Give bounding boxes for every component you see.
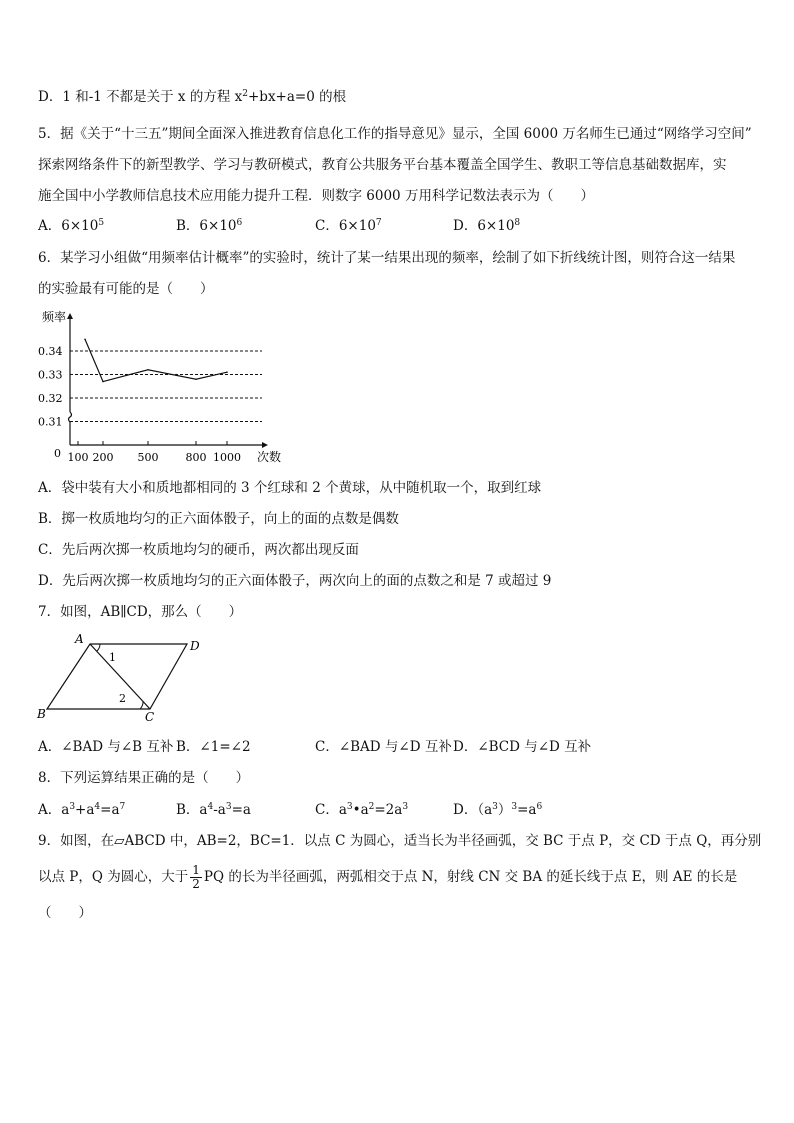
q7-stem: 7．如图，AB∥CD，那么（ ） xyxy=(38,604,243,620)
y-axis-break xyxy=(69,412,72,422)
fraction-one-half: $\frac{1}{2}$ xyxy=(192,863,200,891)
x-tick-label-200: 200 xyxy=(92,451,114,464)
q9-stem-line1: 9．如图，在▱ABCD 中，AB=2，BC=1．以点 C 为圆心，适当长为半径画弧，交 BC 于点 P，交 CD 于点 Q，再分别 xyxy=(38,833,762,849)
y-tick-label-0.31: 0.31 xyxy=(38,415,63,429)
label-angle-1: 1 xyxy=(109,651,116,664)
q5-option-c: C．$6\times 10^7$ xyxy=(315,218,382,234)
q7-option-d: D．∠BCD 与∠D 互补 xyxy=(453,739,592,755)
y-tick-label-0.32: 0.32 xyxy=(38,392,63,405)
q7-option-a: A．∠BAD 与∠B 互补 xyxy=(38,739,174,755)
q8-option-a: A．$a^3+a^4=a^7$ xyxy=(38,802,126,818)
q8-option-d: D．$(a^3)^3=a^6$ xyxy=(453,802,543,818)
frequency-series-line xyxy=(85,339,227,381)
q5-option-a: A．$6\times 10^5$ xyxy=(38,218,105,234)
y-axis-label: 频率 xyxy=(42,310,67,324)
q9-stem-line3: （ ） xyxy=(38,905,92,921)
q7-option-b: B．∠1=∠2 xyxy=(176,739,251,755)
parallelogram-figure xyxy=(35,632,215,724)
data-point-100 xyxy=(84,338,86,340)
y-tick-label-0.34: 0.34 xyxy=(38,345,63,358)
q6-stem-line2: 的实验最有可能的是（ ） xyxy=(38,281,214,297)
q5-option-b: B．$6\times 10^6$ xyxy=(176,218,243,234)
q4-option-d: D．1 和-1 不都是关于 x 的方程 $x^2+bx+a=0$ 的根 xyxy=(38,89,347,105)
data-point-1000 xyxy=(226,371,228,373)
x-axis-arrow xyxy=(262,442,268,448)
label-b: B xyxy=(37,707,46,721)
q7-option-c: C．∠BAD 与∠D 互补 xyxy=(315,739,452,755)
parallelogram-abcd xyxy=(47,644,187,709)
y-tick-label-0.33: 0.33 xyxy=(38,368,63,382)
q8-option-b: B．$a^4-a^3=a$ xyxy=(176,802,251,818)
data-point-500 xyxy=(147,369,149,371)
frequency-line-chart xyxy=(30,305,290,470)
x-tick-label-800: 800 xyxy=(185,451,207,464)
x-axis-label: 次数 xyxy=(256,450,282,464)
q6-option-b: B．掷一枚质地均匀的正六面体骰子，向上的面的点数是偶数 xyxy=(38,511,399,527)
label-c: C xyxy=(145,710,155,724)
data-point-200 xyxy=(102,381,104,383)
label-d: D xyxy=(190,639,200,653)
angle-1-arc xyxy=(97,644,100,651)
q8-stem: 8．下列运算结果正确的是（ ） xyxy=(38,770,250,786)
y-axis-arrow xyxy=(67,313,73,319)
q6-option-d: D．先后两次掷一枚质地均匀的正六面体骰子，两次向上的面的点数之和是 7 或超过 9 xyxy=(38,573,552,589)
data-point-800 xyxy=(195,378,197,380)
q6-option-c: C．先后两次掷一枚质地均匀的硬币，两次都出现反面 xyxy=(38,542,359,558)
q5-stem-line3: 施全国中小学教师信息技术应用能力提升工程．则数字 6000 万用科学记数法表示为（ ） xyxy=(38,188,594,204)
x-tick-label-500: 500 xyxy=(137,451,159,464)
x-tick-label-1000: 1000 xyxy=(213,451,241,464)
origin-label: 0 xyxy=(54,447,61,460)
q6-stem-line1: 6．某学习小组做“用频率估计概率”的实验时，统计了某一结果出现的频率，绘制了如下折线统计图，则符合这一结果 xyxy=(38,250,736,266)
q9-stem-line2: 以点 P，Q 为圆心，大于 $\frac{1}{2}$ PQ 的长为半径画弧，两弧相交于点 N，射线 CN 交 BA 的延长线于点 E，则 AE 的长是 xyxy=(38,863,738,891)
angle-2-arc xyxy=(140,701,143,709)
x-tick-label-100: 100 xyxy=(67,451,89,464)
q5-stem-line1: 5．据《关于“十三五”期间全面深入推进教育信息化工作的指导意见》显示，全国 6000 万名师生已通过“网络学习空间” xyxy=(38,126,752,142)
q5-option-d: D．$6\times 10^8$ xyxy=(453,218,521,234)
q6-option-a: A．袋中装有大小和质地都相同的 3 个红球和 2 个黄球，从中随机取一个，取到红球 xyxy=(38,480,542,496)
label-angle-2: 2 xyxy=(119,692,126,705)
q5-stem-line2: 探索网络条件下的新型教学、学习与教研模式，教育公共服务平台基本覆盖全国学生、教职工等信息基础数据库，实 xyxy=(38,157,727,173)
label-a: A xyxy=(75,632,84,646)
q8-option-c: C．$a^3•a^2=2a^3$ xyxy=(315,802,409,818)
